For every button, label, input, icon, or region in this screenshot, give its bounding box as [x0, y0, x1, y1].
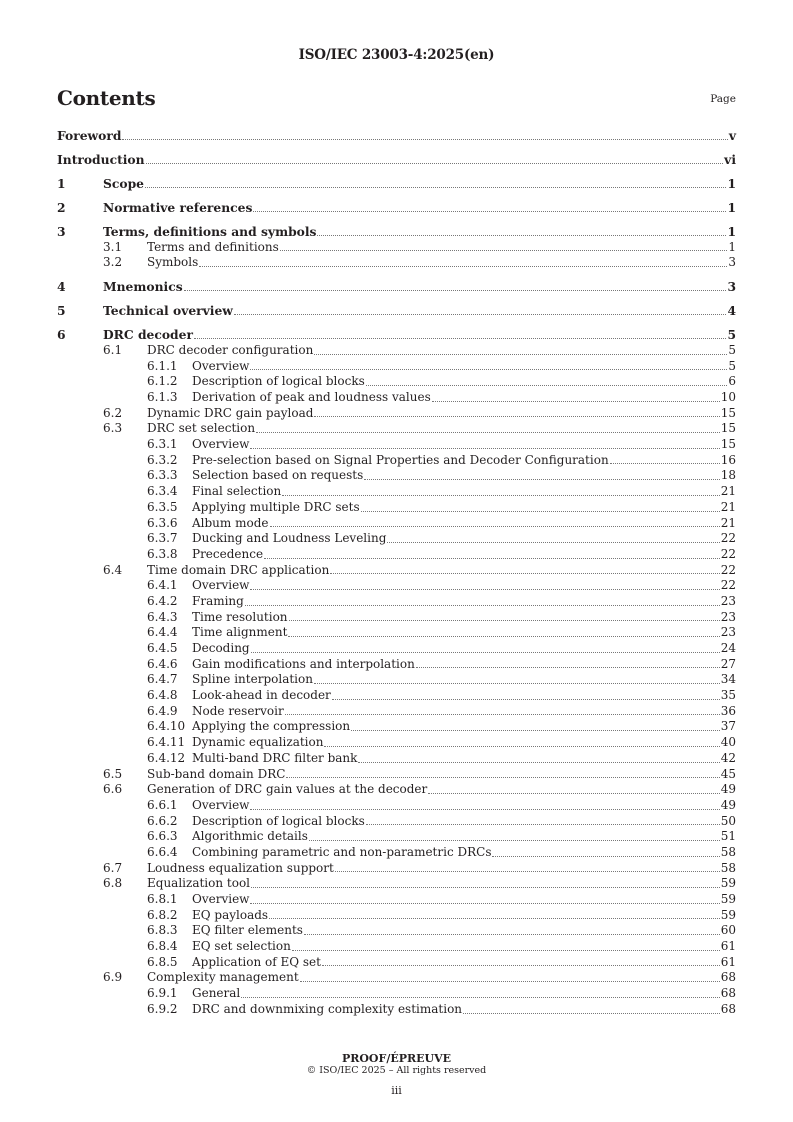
toc-entry-title[interactable]: Dynamic equalization [192, 735, 324, 750]
toc-entry-number: 6.4.5 [147, 641, 178, 656]
toc-entry-number: 6.4.11 [147, 735, 186, 750]
toc-entry-number: 6.4.3 [147, 609, 178, 624]
toc-entry-page[interactable]: 59 [720, 907, 736, 922]
toc-entry-number: 6.3.2 [147, 452, 178, 467]
dot-leader [314, 683, 720, 684]
toc-entry-page[interactable]: 15 [720, 437, 736, 452]
toc-entry-page[interactable]: 60 [720, 923, 736, 938]
toc-entry-page[interactable]: 1 [727, 175, 736, 191]
toc-entry-page[interactable]: 23 [720, 625, 736, 640]
toc-entry-number: 6.2 [103, 405, 123, 420]
toc-entry-number: 6 [57, 327, 66, 343]
toc-entry-page[interactable]: 21 [720, 515, 736, 530]
toc-entry-title[interactable]: DRC decoder [103, 327, 193, 343]
toc-entry[interactable] [57, 453, 736, 469]
toc-entry[interactable] [57, 735, 736, 751]
toc-entry-page[interactable]: 61 [720, 954, 736, 969]
toc-entry-title[interactable]: Derivation of peak and loudness values [192, 390, 431, 405]
toc-entry-title[interactable]: Framing [192, 593, 244, 608]
toc-entry-number: 6.4.10 [147, 719, 186, 734]
toc-entry[interactable] [57, 719, 736, 735]
dot-leader [251, 887, 720, 888]
dot-leader [428, 793, 719, 794]
toc-entry-title[interactable]: Album mode [192, 515, 269, 530]
toc-entry-title[interactable]: Overview [192, 797, 250, 812]
toc-entry-title[interactable]: Time alignment [192, 625, 288, 640]
toc-entry[interactable] [57, 955, 736, 971]
dot-leader [250, 448, 719, 449]
toc-entry-page[interactable]: 58 [720, 844, 736, 859]
toc-entry-title[interactable]: Normative references [103, 199, 253, 215]
toc-entry[interactable] [57, 845, 736, 861]
page-number: iii [391, 1084, 402, 1097]
dot-leader [241, 997, 719, 998]
toc-entry[interactable] [57, 829, 736, 845]
toc-entry[interactable] [57, 1002, 736, 1018]
toc-entry-title[interactable]: Time domain DRC application [147, 562, 330, 577]
toc-entry-title[interactable]: Foreword [57, 128, 122, 143]
toc-entry-number: 5 [57, 303, 66, 319]
toc-entry[interactable] [57, 704, 736, 720]
dot-leader [280, 250, 728, 251]
toc-entry[interactable] [57, 500, 736, 516]
toc-entry-number: 6.4.6 [147, 656, 178, 671]
dot-leader [351, 730, 720, 731]
toc-entry-title[interactable]: General [192, 986, 241, 1001]
toc-entry-title[interactable]: Combining parametric and non-parametric DRCs [192, 844, 492, 859]
toc-entry[interactable] [57, 625, 736, 641]
toc-entry[interactable] [57, 939, 736, 955]
toc-entry-number: 6.3.4 [147, 484, 178, 499]
toc-entry-page[interactable]: 68 [720, 1001, 736, 1016]
toc-entry-number: 6.8.1 [147, 892, 178, 907]
toc-entry-title[interactable]: Overview [192, 437, 250, 452]
toc-entry[interactable] [57, 594, 736, 610]
dot-leader [250, 903, 719, 904]
toc-entry[interactable] [57, 657, 736, 673]
toc-entry[interactable] [57, 176, 736, 192]
toc-entry-title[interactable]: Spline interpolation [192, 672, 313, 687]
dot-leader [387, 542, 719, 543]
dot-leader [253, 211, 726, 212]
dot-leader [245, 605, 720, 606]
dot-leader [282, 495, 719, 496]
toc-entry-number: 6.4.8 [147, 688, 178, 703]
dot-leader [199, 266, 727, 267]
dot-leader [366, 824, 720, 825]
toc-entry-page[interactable]: 68 [720, 986, 736, 1001]
toc-entry-title[interactable]: Loudness equalization support [147, 860, 334, 875]
toc-entry-number: 6.9.2 [147, 1001, 178, 1016]
dot-leader [194, 338, 726, 339]
toc-entry[interactable] [57, 578, 736, 594]
toc-entry[interactable] [57, 861, 736, 877]
toc-entry-title[interactable]: Dynamic DRC gain payload [147, 405, 314, 420]
dot-leader [145, 187, 726, 188]
toc-entry-number: 6.6 [103, 782, 123, 797]
toc-entry-number: 6.8.2 [147, 907, 178, 922]
toc-entry-page[interactable]: 35 [720, 688, 736, 703]
dot-leader [122, 139, 727, 140]
dot-leader [358, 762, 719, 763]
toc-entry[interactable] [57, 986, 736, 1002]
toc-entry[interactable] [57, 390, 736, 406]
toc-entry-page[interactable]: 23 [720, 609, 736, 624]
toc-entry-page[interactable]: 3 [728, 255, 736, 270]
toc-entry-page[interactable]: 18 [720, 468, 736, 483]
toc-entry[interactable] [57, 128, 736, 144]
toc-entry-title[interactable]: DRC set selection [147, 421, 256, 436]
toc-entry-page[interactable]: 4 [727, 303, 736, 319]
toc-entry-number: 6.8.4 [147, 939, 178, 954]
toc-entry-page[interactable]: 40 [720, 735, 736, 750]
toc-entry-number: 6.3.8 [147, 546, 178, 561]
dot-leader [492, 856, 719, 857]
toc-entry-page[interactable]: 37 [720, 719, 736, 734]
table-of-contents [57, 128, 736, 1018]
toc-entry[interactable] [57, 923, 736, 939]
toc-entry-number: 3.1 [103, 239, 123, 254]
toc-entry-number: 6.1.1 [147, 358, 178, 373]
toc-entry-title[interactable]: Overview [192, 578, 250, 593]
toc-entry-title[interactable]: Terms, definitions and symbols [103, 223, 317, 239]
toc-entry[interactable] [57, 327, 736, 343]
toc-entry[interactable] [57, 152, 736, 168]
proof-label: PROOF/ÉPREUVE [341, 1052, 452, 1065]
contents-heading: Contents [57, 86, 156, 110]
toc-entry-page[interactable]: 22 [720, 546, 736, 561]
toc-entry-number: 6.5 [103, 766, 123, 781]
toc-entry-title[interactable]: EQ set selection [192, 939, 291, 954]
toc-entry-page[interactable]: 45 [720, 766, 736, 781]
dot-leader [330, 573, 719, 574]
toc-entry-title[interactable]: Applying the compression [192, 719, 351, 734]
toc-entry-number: 3 [57, 223, 66, 239]
dot-leader [416, 667, 720, 668]
toc-entry-page[interactable]: 5 [728, 358, 736, 373]
toc-entry-title[interactable]: Complexity management [147, 970, 299, 985]
toc-entry-page[interactable]: 10 [720, 390, 736, 405]
toc-entry-title[interactable]: Symbols [147, 255, 199, 270]
toc-entry[interactable] [57, 255, 736, 271]
toc-entry-page[interactable]: 24 [720, 641, 736, 656]
toc-entry[interactable] [57, 688, 736, 704]
toc-entry-number: 6.1.2 [147, 374, 178, 389]
toc-entry-title[interactable]: Generation of DRC gain values at the decoder [147, 782, 428, 797]
toc-entry-title[interactable]: Description of logical blocks [192, 374, 365, 389]
toc-entry[interactable] [57, 641, 736, 657]
toc-entry-page[interactable]: 49 [720, 797, 736, 812]
toc-entry-page[interactable]: 15 [720, 405, 736, 420]
document-header-id: ISO/IEC 23003-4:2025(en) [298, 47, 495, 63]
toc-entry-title[interactable]: Decoding [192, 641, 250, 656]
toc-entry[interactable] [57, 876, 736, 892]
toc-entry-page[interactable]: 3 [727, 279, 736, 295]
toc-entry-number: 6.9 [103, 970, 123, 985]
toc-entry-page[interactable]: v [728, 128, 736, 143]
toc-entry-title[interactable]: DRC and downmixing complexity estimation [192, 1001, 463, 1016]
toc-entry-page[interactable]: 36 [720, 703, 736, 718]
toc-entry-number: 1 [57, 175, 66, 191]
dot-leader [314, 354, 727, 355]
toc-entry[interactable] [57, 374, 736, 390]
toc-entry-page[interactable]: 68 [720, 970, 736, 985]
toc-entry-title[interactable]: Applying multiple DRC sets [192, 499, 360, 514]
dot-leader [250, 809, 719, 810]
dot-leader [324, 746, 719, 747]
toc-entry-title[interactable]: Technical overview [103, 303, 233, 319]
toc-entry-title[interactable]: Node reservoir [192, 703, 284, 718]
toc-entry-page[interactable]: 22 [720, 578, 736, 593]
toc-entry-title[interactable]: Overview [192, 892, 250, 907]
toc-entry-number: 6.1.3 [147, 390, 178, 405]
dot-leader [463, 1013, 720, 1014]
toc-entry-page[interactable]: vi [724, 151, 736, 167]
toc-entry-title[interactable]: Terms and definitions [147, 239, 279, 254]
toc-entry[interactable] [57, 359, 736, 375]
dot-leader [269, 918, 720, 919]
toc-entry[interactable] [57, 303, 736, 319]
toc-entry[interactable] [57, 767, 736, 783]
toc-entry-title[interactable]: Algorithmic details [192, 829, 308, 844]
page-footer [0, 1052, 793, 1097]
toc-entry-page[interactable]: 59 [720, 892, 736, 907]
toc-entry-number: 6.6.3 [147, 829, 178, 844]
toc-entry-number: 6.4 [103, 562, 123, 577]
dot-leader [322, 965, 720, 966]
toc-entry-page[interactable]: 34 [720, 672, 736, 687]
toc-entry[interactable] [57, 798, 736, 814]
toc-entry-title[interactable]: Ducking and Loudness Leveling [192, 531, 387, 546]
toc-entry-title[interactable]: Description of logical blocks [192, 813, 365, 828]
toc-entry-number: 6.4.4 [147, 625, 178, 640]
toc-entry-title[interactable]: Final selection [192, 484, 282, 499]
toc-entry-number: 4 [57, 279, 66, 295]
toc-entry-page[interactable]: 27 [720, 656, 736, 671]
dot-leader [286, 777, 719, 778]
toc-entry-page[interactable]: 5 [727, 327, 736, 343]
toc-entry[interactable] [57, 421, 736, 437]
toc-entry[interactable] [57, 343, 736, 359]
toc-entry-page[interactable]: 58 [720, 860, 736, 875]
toc-entry[interactable] [57, 751, 736, 767]
dot-leader [300, 981, 720, 982]
dot-leader [270, 526, 720, 527]
toc-entry-title[interactable]: Multi-band DRC filter bank [192, 750, 358, 765]
toc-entry-number: 6.3.6 [147, 515, 178, 530]
toc-entry[interactable] [57, 240, 736, 256]
toc-entry-page[interactable]: 42 [720, 750, 736, 765]
toc-entry-number: 6.4.1 [147, 578, 178, 593]
dot-leader [309, 840, 720, 841]
dot-leader [317, 235, 726, 236]
dot-leader [250, 589, 719, 590]
toc-entry-page[interactable]: 16 [720, 452, 736, 467]
toc-entry-title[interactable]: Introduction [57, 151, 145, 167]
toc-entry-title[interactable]: Look-ahead in decoder [192, 688, 331, 703]
toc-entry-number: 6.7 [103, 860, 123, 875]
toc-entry-page[interactable]: 50 [720, 813, 736, 828]
toc-entry[interactable] [57, 406, 736, 422]
toc-entry-page[interactable]: 15 [720, 421, 736, 436]
dot-leader [250, 369, 727, 370]
toc-entry-title[interactable]: Equalization tool [147, 876, 251, 891]
toc-entry-title[interactable]: Sub-band domain DRC [147, 766, 286, 781]
dot-leader [264, 558, 720, 559]
toc-entry[interactable] [57, 224, 736, 240]
toc-entry[interactable] [57, 908, 736, 924]
toc-entry[interactable] [57, 892, 736, 908]
dot-leader [292, 950, 720, 951]
toc-entry-title[interactable]: DRC decoder configuration [147, 342, 314, 357]
toc-entry-title[interactable]: EQ filter elements [192, 923, 303, 938]
toc-entry-page[interactable]: 51 [720, 829, 736, 844]
toc-entry-page[interactable]: 6 [728, 374, 736, 389]
toc-entry-number: 6.4.12 [147, 750, 186, 765]
toc-entry-number: 2 [57, 199, 66, 215]
dot-leader [146, 163, 724, 164]
toc-entry[interactable] [57, 970, 736, 986]
toc-entry-page[interactable]: 1 [728, 239, 736, 254]
dot-leader [304, 934, 720, 935]
dot-leader [366, 385, 728, 386]
toc-entry-number: 6.4.7 [147, 672, 178, 687]
toc-entry-page[interactable]: 59 [720, 876, 736, 891]
toc-entry[interactable] [57, 547, 736, 563]
toc-entry-title[interactable]: EQ payloads [192, 907, 269, 922]
toc-entry-title[interactable]: Mnemonics [103, 279, 183, 295]
toc-entry-page[interactable]: 23 [720, 593, 736, 608]
toc-entry-title[interactable]: Pre-selection based on Signal Properties and Decoder Configuration [192, 452, 609, 467]
toc-entry-number: 6.3.5 [147, 499, 178, 514]
page-column-label: Page [710, 93, 736, 105]
toc-entry-number: 3.2 [103, 255, 123, 270]
toc-entry-page[interactable]: 49 [720, 782, 736, 797]
toc-entry-title[interactable]: Selection based on requests [192, 468, 364, 483]
toc-entry-page[interactable]: 21 [720, 484, 736, 499]
toc-entry-number: 6.9.1 [147, 986, 178, 1001]
dot-leader [364, 479, 719, 480]
toc-entry-number: 6.6.2 [147, 813, 178, 828]
toc-entry[interactable] [57, 672, 736, 688]
toc-entry-page[interactable]: 21 [720, 499, 736, 514]
toc-entry[interactable] [57, 468, 736, 484]
dot-leader [335, 871, 720, 872]
toc-entry-number: 6.8.3 [147, 923, 178, 938]
toc-entry-number: 6.8.5 [147, 954, 178, 969]
toc-entry-number: 6.4.9 [147, 703, 178, 718]
toc-entry[interactable] [57, 531, 736, 547]
toc-entry-number: 6.6.4 [147, 844, 178, 859]
toc-entry-number: 6.8 [103, 876, 123, 891]
dot-leader [432, 401, 720, 402]
dot-leader [332, 699, 720, 700]
toc-entry-page[interactable]: 1 [727, 223, 736, 239]
toc-entry-page[interactable]: 22 [720, 531, 736, 546]
toc-entry-title[interactable]: Application of EQ set [192, 954, 321, 969]
toc-entry[interactable] [57, 279, 736, 295]
toc-entry-number: 6.1 [103, 342, 123, 357]
toc-entry[interactable] [57, 563, 736, 579]
toc-entry-page[interactable]: 22 [720, 562, 736, 577]
dot-leader [285, 714, 720, 715]
toc-entry[interactable] [57, 437, 736, 453]
toc-entry[interactable] [57, 516, 736, 532]
toc-entry-page[interactable]: 61 [720, 939, 736, 954]
toc-entry-title[interactable]: Overview [192, 358, 250, 373]
toc-entry-title[interactable]: Scope [103, 175, 144, 191]
dot-leader [251, 652, 720, 653]
toc-entry-number: 6.3.1 [147, 437, 178, 452]
copyright-notice: © ISO/IEC 2025 – All rights reserved [306, 1065, 487, 1076]
toc-entry[interactable] [57, 200, 736, 216]
dot-leader [610, 463, 720, 464]
toc-entry[interactable] [57, 782, 736, 798]
dot-leader [234, 314, 727, 315]
toc-entry-page[interactable]: 5 [728, 342, 736, 357]
dot-leader [314, 416, 719, 417]
toc-entry-number: 6.4.2 [147, 593, 178, 608]
toc-entry-title[interactable]: Precedence [192, 546, 264, 561]
toc-entry-number: 6.3.7 [147, 531, 178, 546]
dot-leader [288, 636, 719, 637]
toc-entry-number: 6.3.3 [147, 468, 178, 483]
toc-entry[interactable] [57, 814, 736, 830]
dot-leader [256, 432, 720, 433]
dot-leader [361, 511, 720, 512]
toc-entry-number: 6.3 [103, 421, 123, 436]
dot-leader [289, 620, 720, 621]
toc-entry-page[interactable]: 1 [727, 199, 736, 215]
toc-entry-title[interactable]: Time resolution [192, 609, 288, 624]
toc-entry-number: 6.6.1 [147, 797, 178, 812]
toc-entry[interactable] [57, 610, 736, 626]
toc-entry-title[interactable]: Gain modifications and interpolation [192, 656, 415, 671]
dot-leader [184, 290, 727, 291]
toc-entry[interactable] [57, 484, 736, 500]
